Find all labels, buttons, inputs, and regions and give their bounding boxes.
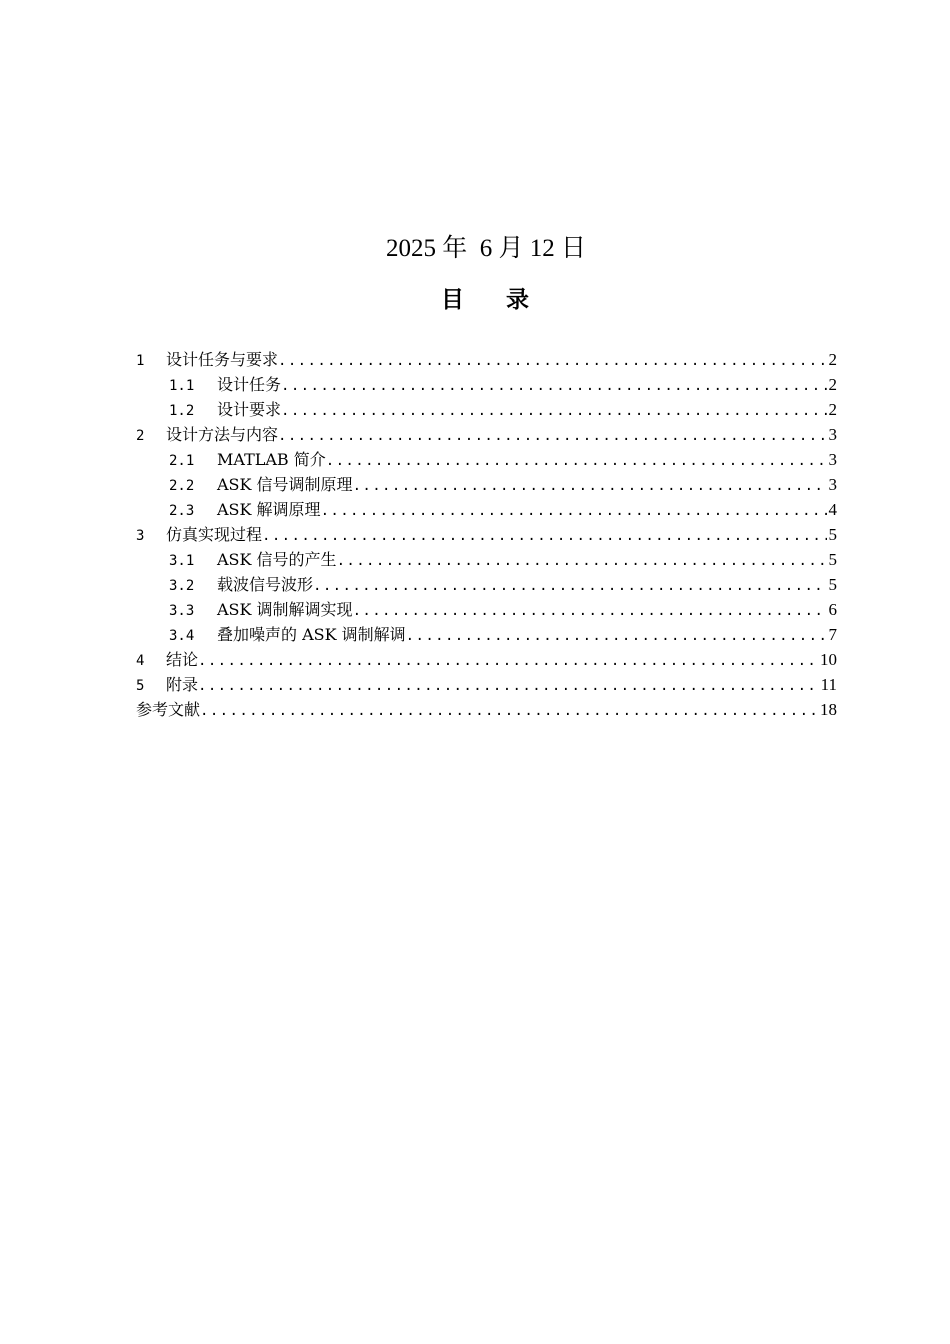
toc-entry-title: 仿真实现过程 xyxy=(166,525,263,544)
toc-entry-title: ASK 解调原理 xyxy=(217,500,321,519)
toc-entry-number: 3.4 xyxy=(169,628,195,644)
dot-leader xyxy=(278,349,826,372)
toc-entry-page: 4 xyxy=(828,500,837,519)
toc-entry-title: 参考文献 xyxy=(136,700,201,719)
toc-entry-number: 2.2 xyxy=(169,478,195,494)
toc-entry-title: 载波信号波形 xyxy=(217,575,314,594)
toc-entry-title: 设计任务与要求 xyxy=(166,350,279,369)
toc-heading: 目 录 xyxy=(440,287,532,313)
toc-entry[interactable] xyxy=(136,547,837,572)
toc-entry-number: 4 xyxy=(136,653,145,669)
toc-entry-page: 5 xyxy=(828,550,837,569)
toc-entry[interactable] xyxy=(136,672,837,697)
toc-entry-number: 2 xyxy=(136,428,145,444)
dot-leader xyxy=(337,549,827,572)
toc-entry-title: ASK 信号调制原理 xyxy=(217,475,353,494)
toc-entry-title: ASK 信号的产生 xyxy=(217,550,337,569)
toc-entry-number: 1.1 xyxy=(169,378,195,394)
table-of-contents xyxy=(136,347,837,722)
dot-leader xyxy=(198,649,818,672)
toc-entry[interactable] xyxy=(136,472,837,497)
document-date: 2025 年 6 月 12 日 xyxy=(385,235,586,262)
toc-entry-number: 3 xyxy=(136,528,145,544)
toc-entry-number: 2.3 xyxy=(169,503,195,519)
toc-entry[interactable] xyxy=(136,647,837,672)
toc-entry-title: 结论 xyxy=(166,650,199,669)
toc-entry-title: MATLAB 简介 xyxy=(217,450,326,469)
toc-entry-page: 7 xyxy=(828,625,837,644)
toc-entry-references[interactable] xyxy=(136,697,837,722)
toc-entry[interactable] xyxy=(136,597,837,622)
toc-entry-page: 2 xyxy=(828,350,837,369)
toc-entry-page: 2 xyxy=(828,375,837,394)
toc-entry[interactable] xyxy=(136,572,837,597)
toc-entry-number: 1 xyxy=(136,353,145,369)
toc-entry-page: 3 xyxy=(828,450,837,469)
toc-entry-title: 叠加噪声的 ASK 调制解调 xyxy=(217,625,406,644)
toc-entry[interactable] xyxy=(136,522,837,547)
toc-entry-page: 5 xyxy=(828,525,837,544)
toc-entry-title: 设计方法与内容 xyxy=(166,425,279,444)
toc-entry-title: 设计任务 xyxy=(217,375,282,394)
toc-entry-number: 3.1 xyxy=(169,553,195,569)
dot-leader xyxy=(353,599,827,622)
dot-leader xyxy=(321,499,827,522)
toc-entry-page: 10 xyxy=(820,650,837,669)
toc-entry[interactable] xyxy=(136,397,837,422)
toc-entry-page: 3 xyxy=(828,425,837,444)
dot-leader xyxy=(313,574,826,597)
toc-entry-title: 设计要求 xyxy=(217,400,282,419)
toc-entry[interactable] xyxy=(136,447,837,472)
toc-entry-title: 附录 xyxy=(166,675,199,694)
toc-entry-title: ASK 调制解调实现 xyxy=(217,600,353,619)
dot-leader xyxy=(406,624,827,647)
toc-entry-page: 3 xyxy=(828,475,837,494)
toc-entry-page: 11 xyxy=(820,675,837,694)
toc-entry[interactable] xyxy=(136,497,837,522)
toc-entry-number: 3.2 xyxy=(169,578,195,594)
toc-entry-number: 5 xyxy=(136,678,145,694)
toc-entry-number: 2.1 xyxy=(169,453,195,469)
dot-leader xyxy=(198,674,819,697)
toc-entry[interactable] xyxy=(136,622,837,647)
toc-entry[interactable] xyxy=(136,347,837,372)
toc-entry-page: 18 xyxy=(820,700,837,719)
toc-entry-page: 2 xyxy=(828,400,837,419)
toc-entry-number: 1.2 xyxy=(169,403,195,419)
toc-entry[interactable] xyxy=(136,372,837,397)
toc-entry-page: 5 xyxy=(828,575,837,594)
toc-entry-page: 6 xyxy=(828,600,837,619)
dot-leader xyxy=(278,424,826,447)
toc-entry[interactable] xyxy=(136,422,837,447)
dot-leader xyxy=(281,399,826,422)
dot-leader xyxy=(353,474,827,497)
dot-leader xyxy=(200,699,818,722)
toc-entry-number: 3.3 xyxy=(169,603,195,619)
dot-leader xyxy=(262,524,826,547)
dot-leader xyxy=(326,449,827,472)
dot-leader xyxy=(281,374,826,397)
